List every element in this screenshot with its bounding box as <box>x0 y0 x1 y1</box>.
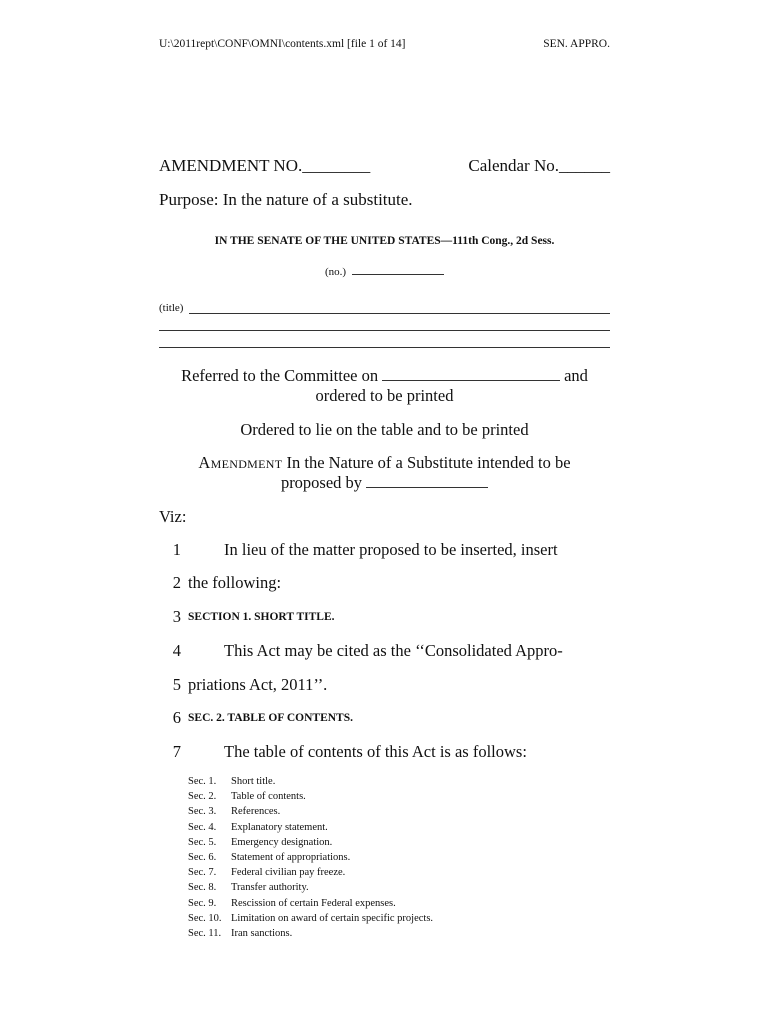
toc-section-number: Sec. 4. <box>188 821 217 833</box>
toc-section-title: Table of contents. <box>231 791 306 803</box>
toc-row <box>188 880 433 895</box>
toc-section-title: Rescission of certain Federal expenses. <box>231 897 396 909</box>
toc-section-number: Sec. 11. <box>188 928 222 940</box>
section-heading: SEC. 2. TABLE OF CONTENTS. <box>188 712 353 724</box>
title-blank-line-3 <box>159 347 610 348</box>
amendment-small-caps: Amendment <box>198 453 283 472</box>
title-blank-line-2 <box>159 330 610 331</box>
toc-row <box>188 911 433 926</box>
table-of-contents <box>188 774 433 941</box>
line-number: 5 <box>172 675 181 694</box>
amendment-sub-text: In the Nature of a Substitute intended to be <box>286 453 571 472</box>
amendment-number-label: AMENDMENT NO.________ <box>159 156 371 175</box>
toc-section-title: References. <box>231 806 281 818</box>
section-heading: SECTION 1. SHORT TITLE. <box>188 611 335 623</box>
toc-row <box>188 820 433 835</box>
toc-section-title: Statement of appropriations. <box>231 852 351 864</box>
referred-text: Referred to the Committee on <box>181 366 379 385</box>
line-text: In lieu of the matter proposed to be inserted, insert <box>224 540 558 559</box>
title-line <box>159 301 610 314</box>
proposed-by-text: proposed by <box>280 473 363 492</box>
referred-and: and <box>564 366 588 385</box>
toc-row <box>188 774 433 789</box>
toc-section-number: Sec. 2. <box>188 791 217 803</box>
referred-line-2: ordered to be printed <box>315 386 454 405</box>
toc-row <box>188 896 433 911</box>
toc-row <box>188 926 433 941</box>
line-text: priations Act, 2011’’. <box>188 675 328 694</box>
toc-section-title: Iran sanctions. <box>231 928 293 940</box>
number-label: (no.) <box>324 266 347 278</box>
committee-blank <box>382 366 560 381</box>
line-number: 1 <box>172 540 181 559</box>
toc-row <box>188 789 433 804</box>
header-committee: SEN. APPRO. <box>543 38 610 50</box>
toc-section-title: Federal civilian pay freeze. <box>231 867 346 879</box>
toc-section-number: Sec. 10. <box>188 912 222 924</box>
toc-row <box>188 835 433 850</box>
toc-section-number: Sec. 5. <box>188 836 217 848</box>
calendar-number-label: Calendar No.______ <box>468 156 610 175</box>
purpose-text: Purpose: In the nature of a substitute. <box>159 190 413 209</box>
toc-section-title: Emergency designation. <box>231 836 333 848</box>
toc-row <box>188 804 433 819</box>
toc-section-number: Sec. 9. <box>188 897 217 909</box>
senate-session-heading: IN THE SENATE OF THE UNITED STATES—111th Cong., 2d Sess. <box>214 235 555 247</box>
number-blank <box>352 263 444 275</box>
amendment-line <box>159 156 610 176</box>
toc-section-number: Sec. 1. <box>188 776 217 787</box>
number-line <box>159 263 610 278</box>
line-number: 3 <box>172 607 181 626</box>
ordered-to-lie-statement: Ordered to lie on the table and to be printed <box>240 420 529 439</box>
toc-row <box>188 850 433 865</box>
line-number: 7 <box>172 742 181 761</box>
toc-section-number: Sec. 3. <box>188 806 217 818</box>
amendment-substitute-statement <box>159 453 610 493</box>
toc-section-number: Sec. 7. <box>188 867 217 879</box>
viz-label: Viz: <box>159 507 187 526</box>
toc-section-title: Transfer authority. <box>231 882 309 894</box>
line-number: 4 <box>172 641 181 660</box>
title-blank <box>189 301 610 314</box>
referred-statement <box>159 366 610 406</box>
line-number: 6 <box>172 708 181 727</box>
toc-section-number: Sec. 6. <box>188 852 217 864</box>
toc-section-number: Sec. 8. <box>188 882 217 894</box>
header-file-path: U:\2011rept\CONF\OMNI\contents.xml [file 1 of 14] <box>159 38 406 50</box>
title-label: (title) <box>159 302 184 314</box>
toc-section-title: Explanatory statement. <box>231 821 328 833</box>
line-text: The table of contents of this Act is as follows: <box>224 742 527 761</box>
proposer-blank <box>366 473 488 488</box>
toc-section-title: Short title. <box>231 776 276 787</box>
line-number: 2 <box>172 573 181 592</box>
toc-row <box>188 865 433 880</box>
toc-section-title: Limitation on award of certain specific projects. <box>231 912 434 924</box>
line-text: This Act may be cited as the ‘‘Consolidated Appro- <box>224 641 563 660</box>
line-text: the following: <box>188 573 282 592</box>
